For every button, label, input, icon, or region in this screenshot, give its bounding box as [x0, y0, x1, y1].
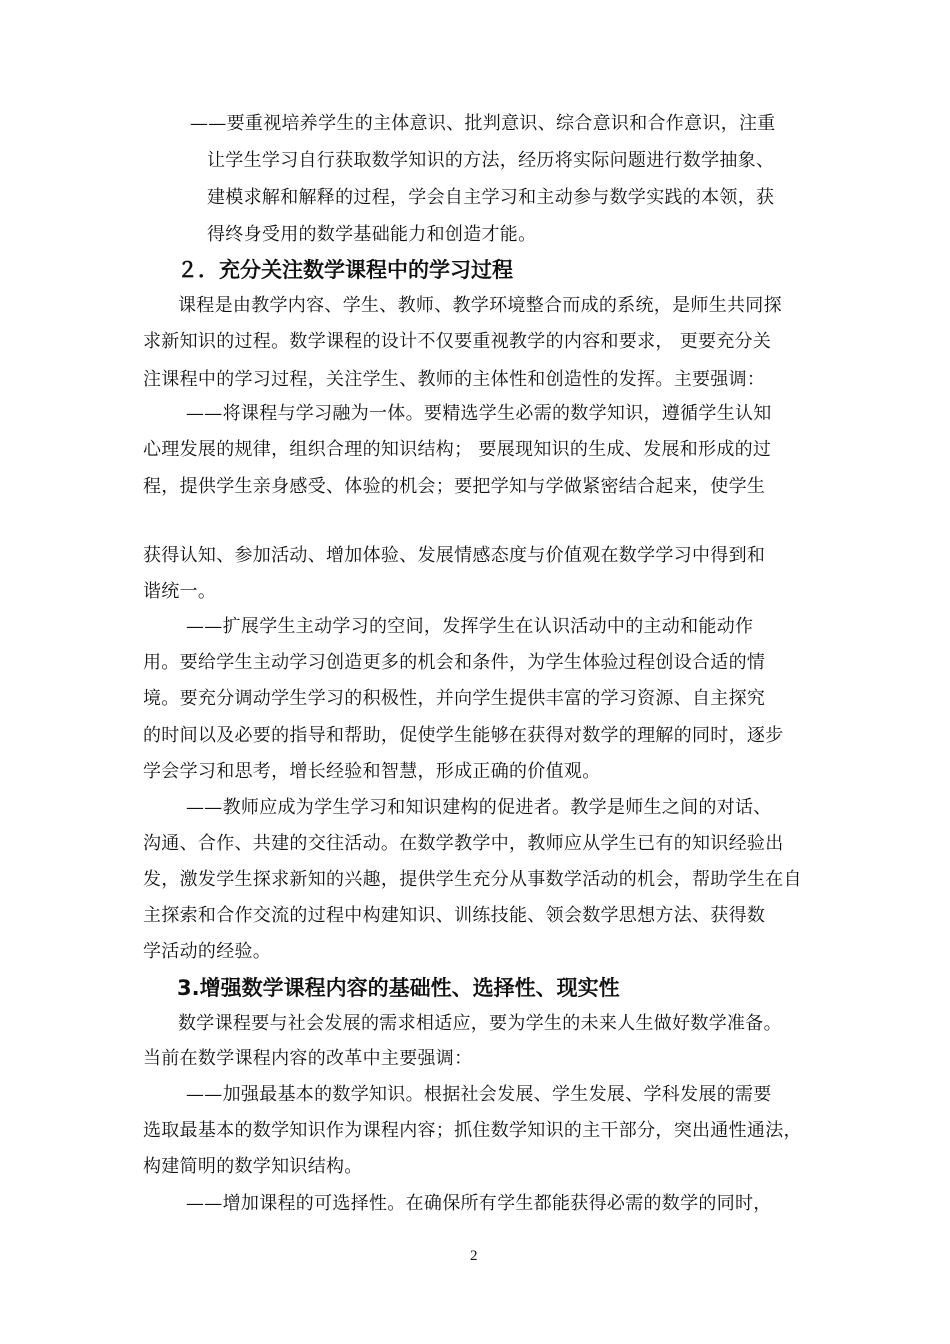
section-heading-3: 3.增强数学课程内容的基础性、选择性、现实性	[177, 976, 620, 1000]
body-line: 求新知识的过程。数学课程的设计不仅要重视教学的内容和要求， 更要充分关	[143, 331, 772, 352]
section-heading-2: ２．充分关注数学课程中的学习过程	[177, 258, 513, 282]
page-number: 2	[470, 1248, 478, 1264]
body-line: ——将课程与学习融为一体。要精选学生必需的数学知识，遵循学生认知	[186, 403, 772, 424]
body-line: 注课程中的学习过程，关注学生、教师的主体性和创造性的发挥。主要强调：	[143, 369, 766, 390]
body-line: 谐统一。	[143, 581, 217, 602]
body-line: 获得认知、参加活动、增加体验、发展情感态度与价值观在数学学习中得到和	[143, 545, 766, 566]
body-line: ——加强最基本的数学知识。根据社会发展、学生发展、学科发展的需要	[186, 1084, 772, 1105]
intro-line: ——要重视培养学生的主体意识、批判意识、综合意识和合作意识，注重	[190, 113, 776, 134]
intro-line: 让学生学习自行获取数学知识的方法，经历将实际问题进行数学抽象、	[207, 150, 775, 171]
body-line: 学会学习和思考，增长经验和智慧，形成正确的价值观。	[143, 761, 601, 782]
intro-line: 得终身受用的数学基础能力和创造才能。	[207, 224, 537, 245]
body-line: ——增加课程的可选择性。在确保所有学生都能获得必需的数学的同时，	[186, 1193, 772, 1214]
body-line: ——教师应成为学生学习和知识建构的促进者。教学是师生之间的对话、	[186, 797, 772, 818]
body-line: 数学课程要与社会发展的需求相适应，要为学生的未来人生做好数学准备。	[178, 1013, 782, 1034]
body-line: 发，激发学生探求新知的兴趣，提供学生充分从事数学活动的机会，帮助学生在自	[143, 869, 802, 890]
intro-line: 建模求解和解释的过程，学会自主学习和主动参与数学实践的本领，获	[207, 187, 775, 208]
body-line: ——扩展学生主动学习的空间，发挥学生在认识活动中的主动和能动作	[186, 616, 754, 637]
body-line: 用。要给学生主动学习创造更多的机会和条件，为学生体验过程创设合适的情	[143, 652, 766, 673]
body-line: 程，提供学生亲身感受、体验的机会；要把学知与学做紧密结合起来，使学生	[143, 476, 766, 497]
body-line: 主探索和合作交流的过程中构建知识、训练技能、领会数学思想方法、获得数	[143, 905, 766, 926]
body-line: 境。要充分调动学生学习的积极性，并向学生提供丰富的学习资源、自主探究	[143, 688, 766, 709]
body-line: 沟通、合作、共建的交往活动。在数学教学中，教师应从学生已有的知识经验出	[143, 833, 784, 854]
body-line: 学活动的经验。	[143, 941, 272, 962]
body-line: 的时间以及必要的指导和帮助，促使学生能够在获得对数学的理解的同时，逐步	[143, 725, 784, 746]
body-line: 当前在数学课程内容的改革中主要强调：	[143, 1048, 473, 1069]
body-line: 构建简明的数学知识结构。	[143, 1156, 363, 1177]
body-line: 课程是由教学内容、学生、教师、教学环境整合而成的系统，是师生共同探	[178, 295, 782, 316]
body-line: 心理发展的规律，组织合理的知识结构； 要展现知识的生成、发展和形成的过	[143, 439, 772, 460]
body-line: 选取最基本的数学知识作为课程内容；抓住数学知识的主干部分，突出通性通法，	[143, 1120, 802, 1141]
